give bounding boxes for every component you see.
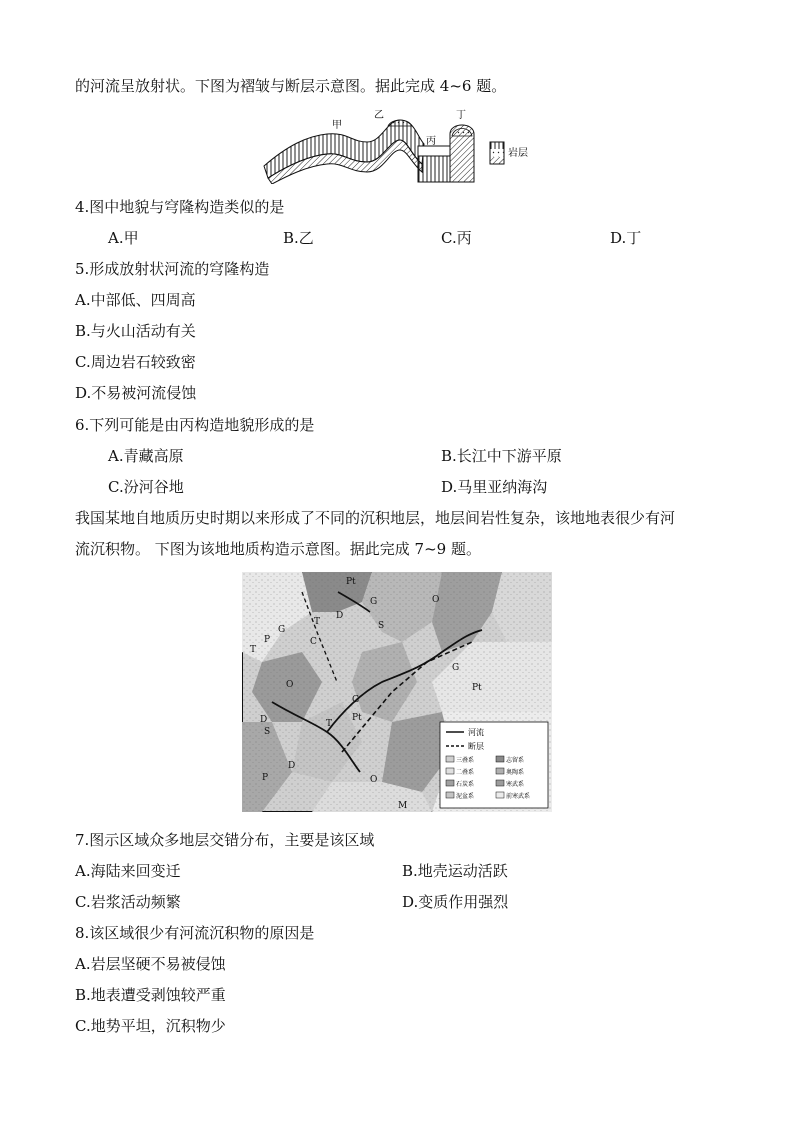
q5-option-a: A.中部低、四周高 xyxy=(75,291,196,309)
code-G-1: G xyxy=(278,625,286,635)
code-P-1: P xyxy=(264,635,271,645)
q6-stem: 6.下列可能是由丙构造地貌形成的是 xyxy=(75,416,315,434)
legend-rock-layer: 岩层 xyxy=(508,148,528,159)
legend-C: 石炭系 xyxy=(456,781,475,788)
legend-T: 三叠系 xyxy=(456,757,475,764)
code-D-3: D xyxy=(288,761,296,771)
q7-stem: 7.图示区域众多地层交错分布，主要是该区域 xyxy=(75,831,375,849)
q5-option-d: D.不易被河流侵蚀 xyxy=(75,384,197,402)
q4-option-b: B.乙 xyxy=(283,229,314,247)
q7-option-c: C.岩浆活动频繁 xyxy=(75,893,181,911)
code-S-2: S xyxy=(378,621,385,631)
q8-option-a: A.岩层坚硬不易被侵蚀 xyxy=(75,955,226,973)
q6-option-b: B.长江中下游平原 xyxy=(441,447,562,465)
legend-G: 寒武系 xyxy=(506,781,525,788)
q4-option-d: D.丁 xyxy=(610,229,642,247)
code-G-3: G xyxy=(452,663,460,673)
passage2-line2: 流沉积物。 下图为该地地质构造示意图。据此完成 7~9 题。 xyxy=(75,540,481,558)
q4-option-c: C.丙 xyxy=(441,229,472,247)
legend-D: 泥盆系 xyxy=(456,793,475,800)
code-C-1: C xyxy=(310,637,317,647)
q5-option-b: B.与火山活动有关 xyxy=(75,322,196,340)
q8-option-b: B.地表遭受剥蚀较严重 xyxy=(75,986,226,1004)
label-ding: 丁 xyxy=(456,110,466,121)
label-bing: 丙 xyxy=(426,136,436,147)
q7-option-a: A.海陆来回变迁 xyxy=(75,862,181,880)
legend-river: 河流 xyxy=(468,728,484,737)
passage2-line1: 我国某地自地质历史时期以来形成了不同的沉积地层，地层间岩性复杂，该地地表很少有河 xyxy=(75,509,676,527)
label-jia: 甲 xyxy=(332,120,342,131)
q8-option-c: C.地势平坦，沉积物少 xyxy=(75,1017,226,1035)
code-T-1: T xyxy=(314,617,321,627)
q6-option-d: D.马里亚纳海沟 xyxy=(441,478,548,496)
q6-option-c: C.汾河谷地 xyxy=(108,478,184,496)
code-D-1: D xyxy=(336,611,344,621)
intro-text: 的河流呈放射状。下图为褶皱与断层示意图。据此完成 4~6 题。 xyxy=(75,77,507,95)
legend-Pt: 前寒武系 xyxy=(506,793,531,800)
q5-option-c: C.周边岩石较致密 xyxy=(75,353,196,371)
code-S-1: S xyxy=(264,727,271,737)
code-G-2: G xyxy=(370,597,378,607)
code-P-2: P xyxy=(262,773,269,783)
code-O-1: O xyxy=(432,595,440,605)
code-Pt-1: Pt xyxy=(346,577,356,587)
q8-stem: 8.该区域很少有河流沉积物的原因是 xyxy=(75,924,315,942)
code-Pt-3: Pt xyxy=(352,713,362,723)
code-D-2: D xyxy=(260,715,268,725)
geologic-map xyxy=(242,572,552,812)
q4-stem: 4.图中地貌与穹隆构造类似的是 xyxy=(75,198,285,216)
code-T-3: T xyxy=(326,719,333,729)
legend-P: 二叠系 xyxy=(456,769,475,776)
fold-fault-diagram xyxy=(262,106,542,184)
code-T-2: T xyxy=(250,645,257,655)
q4-option-a: A.甲 xyxy=(108,229,139,247)
q7-option-d: D.变质作用强烈 xyxy=(402,893,509,911)
code-G-4: G xyxy=(352,695,360,705)
code-Pt-2: Pt xyxy=(472,683,482,693)
q7-option-b: B.地壳运动活跃 xyxy=(402,862,508,880)
code-O-2: O xyxy=(286,680,294,690)
label-yi: 乙 xyxy=(374,110,384,121)
q5-stem: 5.形成放射状河流的穹隆构造 xyxy=(75,260,270,278)
legend-S: 志留系 xyxy=(506,757,525,764)
code-M-1: M xyxy=(398,801,408,811)
legend-O: 奥陶系 xyxy=(506,769,525,776)
q6-option-a: A.青藏高原 xyxy=(108,447,184,465)
legend-fault: 断层 xyxy=(468,742,484,751)
code-O-3: O xyxy=(370,775,378,785)
